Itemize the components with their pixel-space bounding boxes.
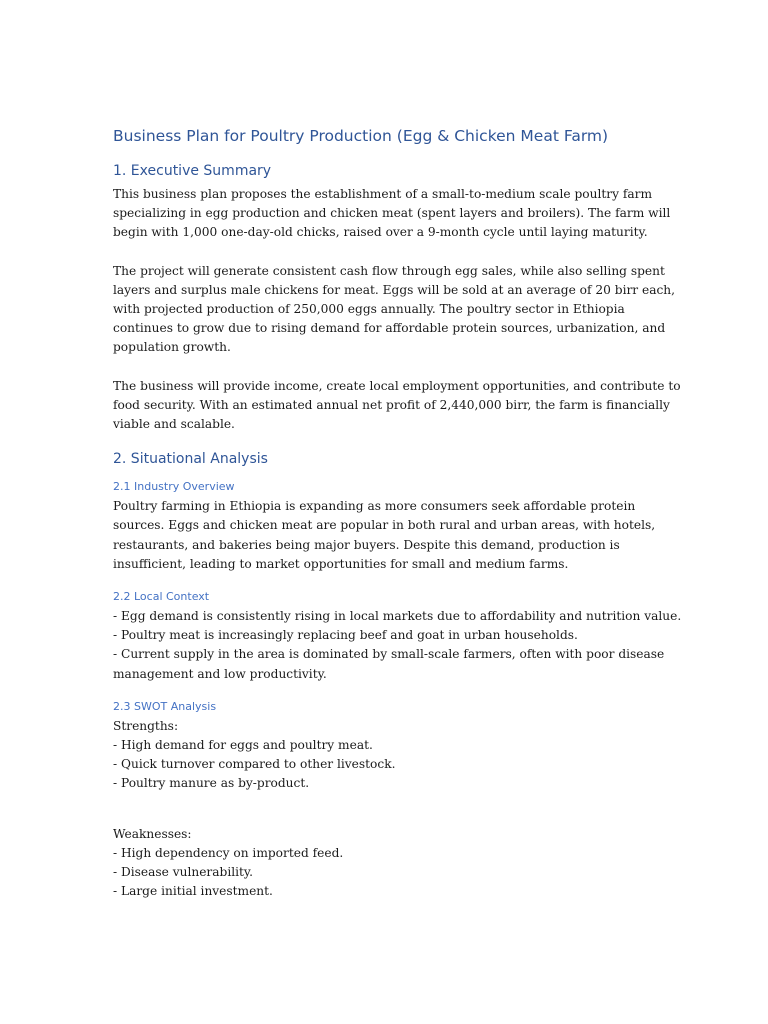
list-item: - High dependency on imported feed. — [113, 845, 344, 860]
list-item: - Egg demand is consistently rising in local markets due to affordability and nutrition value. — [113, 609, 682, 624]
list-item: - Poultry manure as by-product. — [113, 776, 310, 791]
text-line: specializing in egg production and chicken meat (spent layers and broilers). The farm will — [113, 206, 671, 221]
text-line: with projected production of 250,000 eggs annually. The poultry sector in Ethiopia — [113, 302, 625, 317]
text-line: The project will generate consistent cash flow through egg sales, while also selling spent — [113, 263, 665, 278]
text-line: continues to grow due to rising demand for affordable protein sources, urbanization, and — [113, 321, 666, 336]
text-line: food security. With an estimated annual net profit of 2,440,000 birr, the farm is financially — [113, 397, 670, 412]
heading-local-context: 2.2 Local Context — [113, 590, 210, 604]
text-line: viable and scalable. — [113, 417, 235, 432]
strengths-label: Strengths: — [113, 718, 179, 733]
text-line: insufficient, leading to market opportunities for small and medium farms. — [113, 556, 569, 571]
list-item: - Quick turnover compared to other livestock. — [113, 757, 396, 772]
text-line: Poultry farming in Ethiopia is expanding as more consumers seek affordable protein — [113, 499, 636, 514]
exec-summary-paragraph-2 — [113, 262, 676, 358]
heading-executive-summary: 1. Executive Summary — [113, 163, 272, 179]
spacer — [113, 794, 673, 825]
swot-weaknesses — [113, 825, 673, 902]
exec-summary-paragraph-1 — [113, 185, 673, 243]
document-body — [113, 124, 682, 901]
exec-summary-paragraph-3 — [113, 377, 681, 435]
heading-situational-analysis: 2. Situational Analysis — [113, 451, 268, 468]
text-line: population growth. — [113, 340, 231, 355]
list-item: - Disease vulnerability. — [113, 865, 254, 880]
text-line: The business will provide income, create local employment opportunities, and contribute to — [113, 378, 681, 393]
text-line: sources. Eggs and chicken meat are popular in both rural and urban areas, with hotels, — [113, 518, 656, 533]
list-item: - High demand for eggs and poultry meat. — [113, 738, 373, 753]
list-item: management and low productivity. — [113, 666, 327, 681]
heading-swot-analysis: 2.3 SWOT Analysis — [113, 699, 217, 713]
industry-overview-paragraph — [113, 497, 673, 574]
local-context-paragraph — [113, 607, 682, 684]
heading-industry-overview: 2.1 Industry Overview — [113, 480, 235, 494]
list-item: - Current supply in the area is dominated by small-scale farmers, often with poor disease — [113, 647, 665, 662]
text-line: begin with 1,000 one-day-old chicks, raised over a 9-month cycle until laying maturity. — [113, 225, 648, 240]
document-title: Business Plan for Poultry Production (Egg & Chicken Meat Farm) — [113, 127, 609, 145]
list-item: - Large initial investment. — [113, 884, 273, 899]
text-line: This business plan proposes the establishment of a small-to-medium scale poultry farm — [113, 187, 653, 201]
text-line: layers and surplus male chickens for meat. Eggs will be sold at an average of 20 birr each, — [113, 282, 676, 297]
swot-strengths — [113, 717, 673, 794]
list-item: - Poultry meat is increasingly replacing beef and goat in urban households. — [113, 628, 578, 643]
weaknesses-label: Weaknesses: — [113, 826, 192, 841]
text-line: restaurants, and bakeries being major buyers. Despite this demand, production is — [113, 537, 620, 552]
